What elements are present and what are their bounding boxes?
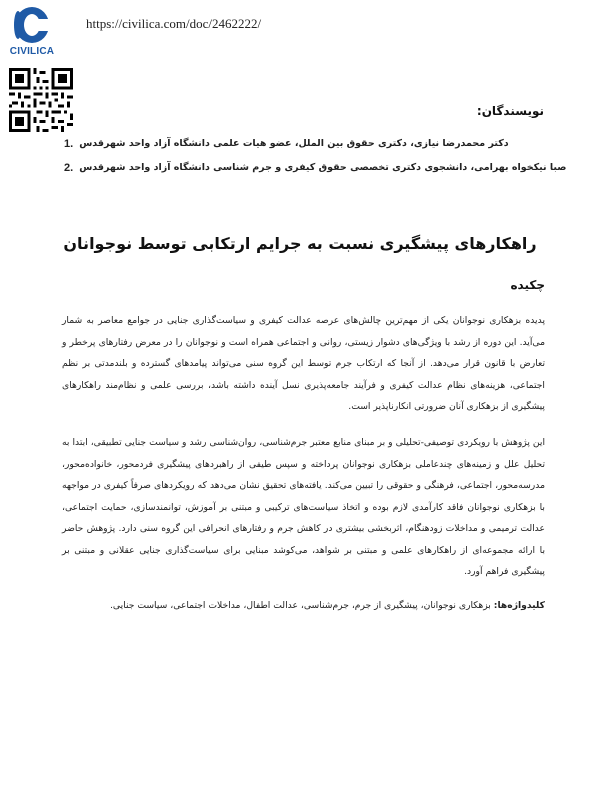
civilica-logo[interactable] [4, 6, 60, 56]
keywords [62, 600, 545, 611]
author-text: صبا نیکخواه بهرامی، دانشجوی دکتری تخصصی حقوق کیفری و جرم شناسی دانشگاه آزاد واحد شهرقدس [79, 162, 567, 173]
author-item [64, 138, 544, 162]
author-item [64, 162, 567, 186]
keywords-label: کلیدواژه‌ها: [493, 600, 545, 611]
author-text: دکتر محمدرضا نیازی، دکتری حقوق بین الملل، عضو هیات علمی دانشگاه آزاد واحد شهرقدس [79, 138, 509, 149]
author-list [64, 138, 567, 186]
author-number: 1. [64, 138, 74, 150]
keywords-text: بزهکاری نوجوانان، پیشگیری از جرم، جرم‌شناسی، عدالت اطفال، مداخلات اجتماعی، سیاست جنایی. [110, 600, 494, 611]
paper-title: راهکارهای پیشگیری نسبت به جرایم ارتکابی توسط نوجوانان [63, 234, 537, 253]
civilica-c-icon [4, 6, 60, 46]
author-number: 2. [64, 162, 74, 174]
logo-text: CIVILICA [9, 46, 55, 57]
abstract-heading: چکیده [510, 278, 545, 292]
document-url[interactable]: https://civilica.com/doc/2462222/ [86, 16, 262, 31]
abstract-paragraph: پدیده بزهکاری نوجوانان یکی از مهم‌ترین چالش‌های عرصه عدالت کیفری و سیاست‌گذاری جنایی در جوامع معاصر به شمار می‌آید. این دوره از رشد با ویژگی‌های دشوار زیستی، روانی و اجتماعی همراه است و نوجوانان را در معرض رفتارهای پرخطر و تعارض با قانون قرار می‌دهد. از آنجا که ارتکاب جرم توسط این گروه سنی می‌تواند پیامدهای گسترده و بلندمدتی بر نظم اجتماعی، هزینه‌های نظام عدالت کیفری و فرآیند جامعه‌پذیری نسل آینده داشته باشد، بررسی علمی و نظام‌مند راهکارهای پیشگیری از بزهکاری آنان ضرورتی انکارناپذیر است. [62, 315, 545, 412]
abstract-paragraph: این پژوهش با رویکردی توصیفی-تحلیلی و بر مبنای منابع معتبر جرم‌شناسی، روان‌شناسی رشد و سیاست جنایی تطبیقی، ابتدا به تحلیل علل و زمینه‌های چندعاملی بزهکاری نوجوانان پرداخته و سپس طیفی از راهبردهای پیشگیری فردمحور، خانواده‌محور، مدرسه‌محور، اجتماعی، فرهنگی و حقوقی را تبیین می‌کند. یافته‌های تحقیق نشان می‌دهد که رویکردهای صرفاً کیفری در مواجهه با بزهکاری نوجوانان فاقد کارآمدی لازم بوده و اتخاذ سیاست‌های ترکیبی و مبتنی بر آموزش، توانمندسازی، حمایت اجتماعی، عدالت ترمیمی و مداخلات زودهنگام، اثربخشی بیشتری در کاهش جرم و رفتارهای انحرافی این گروه سنی دارد. پژوهش حاضر با ارائه مجموعه‌ای از راهکارهای علمی و مبتنی بر شواهد، می‌کوشد مبنایی برای سیاست‌گذاری جنایی عقلانی و مبتنی بر پیشگیری فراهم آورد. [62, 437, 545, 577]
authors-heading: نویسندگان: [476, 104, 544, 118]
qr-code-icon [9, 68, 73, 132]
